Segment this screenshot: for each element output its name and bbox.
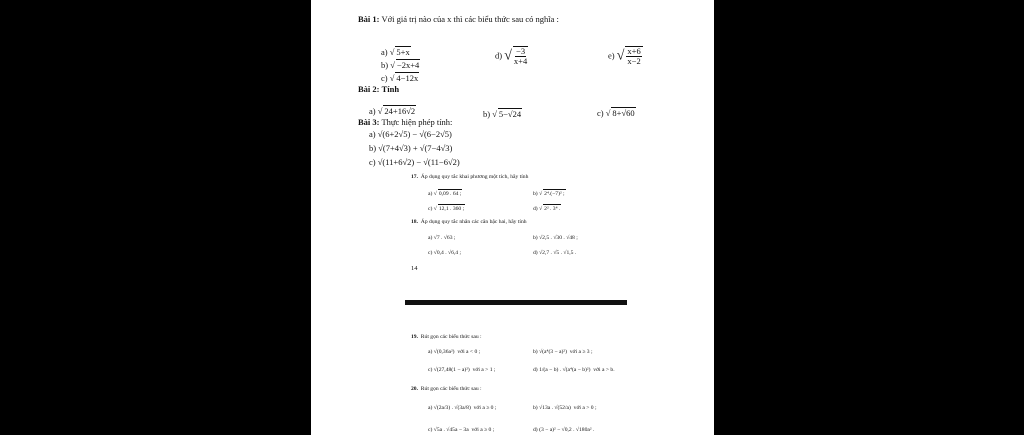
item-label: b) (533, 191, 538, 197)
bai3-prompt: Thực hiện phép tính: (381, 117, 453, 127)
expression: √5a . √45a − 3a (433, 427, 469, 433)
item-label: a) (428, 191, 433, 197)
page-number: 14 (411, 265, 418, 272)
ex20-item-a (428, 404, 496, 412)
item-label: a) (369, 106, 376, 116)
item-label: b) (483, 109, 491, 119)
bai2-title: Bài 2: (358, 84, 380, 94)
expression: √13a . √(52/a) (539, 405, 571, 411)
exercise-prompt: Rút gọn các biểu thức sau : (420, 386, 482, 392)
radicand: 24+16√2 (384, 106, 416, 116)
condition: với a > 1 ; (472, 367, 496, 373)
ex18-item-d (533, 249, 576, 257)
ex18-item-c (428, 249, 461, 257)
item-label: b) (533, 349, 538, 355)
item-label: e) (608, 50, 615, 61)
radicand: 2⁴.(−7)² ; (544, 191, 565, 197)
radicand: 12,1 . 360 ; (438, 206, 465, 212)
item-label: a) (428, 405, 433, 411)
condition: với a ≥ 3 ; (569, 349, 593, 355)
radicand: 2² . 3⁴ . (544, 206, 561, 212)
expression: √(a⁴(3 − a)²) (539, 349, 567, 355)
item-label: b) (381, 60, 389, 70)
condition: với a > 0 ; (573, 405, 597, 411)
item-label: c) (381, 73, 388, 83)
item-label: c) (428, 367, 433, 373)
bai1-item-d: d) √ $\frac{-3}{x+4}$ (495, 46, 528, 66)
exercise-prompt: Rút gọn các biểu thức sau : (420, 334, 482, 340)
ex20-item-c (428, 426, 494, 434)
bai2-heading (358, 84, 399, 95)
fraction-numerator: −3 (516, 46, 526, 56)
ex20-item-d (533, 426, 594, 434)
ex17-item-b: b) √ 2⁴.(−7)² ; (533, 191, 565, 197)
expression: √(7+4√3) + √(7−4√3) (378, 143, 453, 153)
ex18-heading (411, 218, 527, 226)
radicand: 0,09 . 64 ; (438, 191, 462, 197)
bai2-item-b: b) √ 5−√24 (483, 109, 522, 119)
condition: với a ≥ 0 ; (473, 405, 497, 411)
bai3-item-b (369, 143, 452, 154)
item-label: c) (428, 250, 433, 256)
ex19-heading (411, 333, 482, 341)
radicand: 5−√24 (498, 109, 522, 119)
expression: √(2a/3) . √(3a/8) (433, 405, 471, 411)
item-label: a) (428, 235, 433, 241)
expression: √2,5 . √30 . √48 ; (539, 235, 578, 241)
expression: (3 − a)² − √0,2 . √180a² . (539, 427, 595, 433)
bai3-item-c (369, 157, 460, 168)
bai1-title: Bài 1: (358, 14, 380, 24)
expression: √7 . √63 ; (433, 235, 456, 241)
bai3-item-a (369, 129, 452, 140)
condition: với a < 0 ; (457, 349, 481, 355)
radicand: 2x+4 (401, 60, 420, 70)
ex17-heading (411, 173, 528, 181)
page-divider (405, 300, 627, 305)
item-label: a) (381, 47, 388, 57)
ex18-item-b (533, 234, 578, 242)
item-label: a) (369, 129, 376, 139)
item-label: a) (428, 349, 433, 355)
exercise-prompt: Áp dụng quy tắc nhân các căn bậc hai, hãy tính (420, 219, 527, 225)
exercise-number: 20. (411, 386, 418, 392)
bai2-prompt: Tính (381, 84, 400, 94)
expression: √(6+2√5) − √(6−2√5) (377, 129, 452, 139)
bai1-item-a: a) √ 5+x (381, 47, 410, 57)
expression: √(27,48(1 − a)²) (433, 367, 470, 373)
bai1-item-b: b) √ −2x+4 (381, 60, 420, 70)
fraction-numerator: x+6 (627, 46, 641, 56)
expression: √(0,36a²) (433, 349, 455, 355)
ex19-item-b (533, 348, 593, 356)
bai1-heading (358, 14, 559, 25)
bai3-heading (358, 117, 452, 128)
bai3-title: Bài 3: (358, 117, 380, 127)
radicand: 4−12x (396, 73, 419, 83)
item-label: c) (428, 427, 433, 433)
expression: √2,7 . √5 . √1,5 . (539, 250, 577, 256)
radicand: 5+x (396, 47, 410, 57)
bai2-item-c: c) √ 8+√60 (597, 108, 635, 118)
bai1-item-e: e) √ $\frac{x+6}{x-2}$ (608, 46, 641, 66)
ex20-item-b (533, 404, 597, 412)
ex19-item-d (533, 366, 615, 374)
ex20-heading (411, 385, 482, 393)
item-label: c) (369, 157, 376, 167)
bai2-item-a: a) √ 24+16√2 (369, 106, 416, 116)
expression: √(11+6√2) − √(11−6√2) (377, 157, 460, 167)
fraction-denominator: x−2 (627, 56, 641, 66)
item-label: b) (533, 405, 538, 411)
item-label: d) (533, 250, 538, 256)
bai1-item-c: c) √ 4−12x (381, 73, 419, 83)
document-page (311, 0, 714, 435)
ex17-item-a: a) √ 0,09 . 64 ; (428, 191, 462, 197)
item-label: d) (533, 367, 538, 373)
expression: 1/(a − b) . √(a⁴(a − b)²) (539, 367, 591, 373)
ex19-item-a (428, 348, 480, 356)
item-label: d) (533, 427, 538, 433)
item-label: d) (533, 206, 538, 212)
ex17-item-d: d) √ 2² . 3⁴ . (533, 206, 561, 212)
radicand-prefix: − (396, 60, 402, 70)
ex18-item-a (428, 234, 455, 242)
item-label: c) (428, 206, 433, 212)
condition: với a ≥ 0 ; (471, 427, 495, 433)
expression: √0,4 . √6,4 ; (433, 250, 462, 256)
exercise-number: 19. (411, 334, 418, 340)
item-label: b) (533, 235, 538, 241)
item-label: b) (369, 143, 377, 153)
item-label: c) (597, 108, 604, 118)
radicand: 8+√60 (612, 108, 635, 118)
condition: với a > b. (593, 367, 615, 373)
ex19-item-c (428, 366, 495, 374)
ex17-item-c: c) √ 12,1 . 360 ; (428, 206, 465, 212)
bai1-prompt: Với giá trị nào của x thì các biểu thức sau có nghĩa : (381, 14, 559, 24)
fraction-denominator: x+4 (513, 56, 528, 66)
exercise-prompt: Áp dụng quy tắc khai phương một tích, hãy tính (420, 174, 529, 180)
item-label: d) (495, 50, 503, 61)
exercise-number: 17. (411, 174, 418, 180)
exercise-number: 18. (411, 219, 418, 225)
